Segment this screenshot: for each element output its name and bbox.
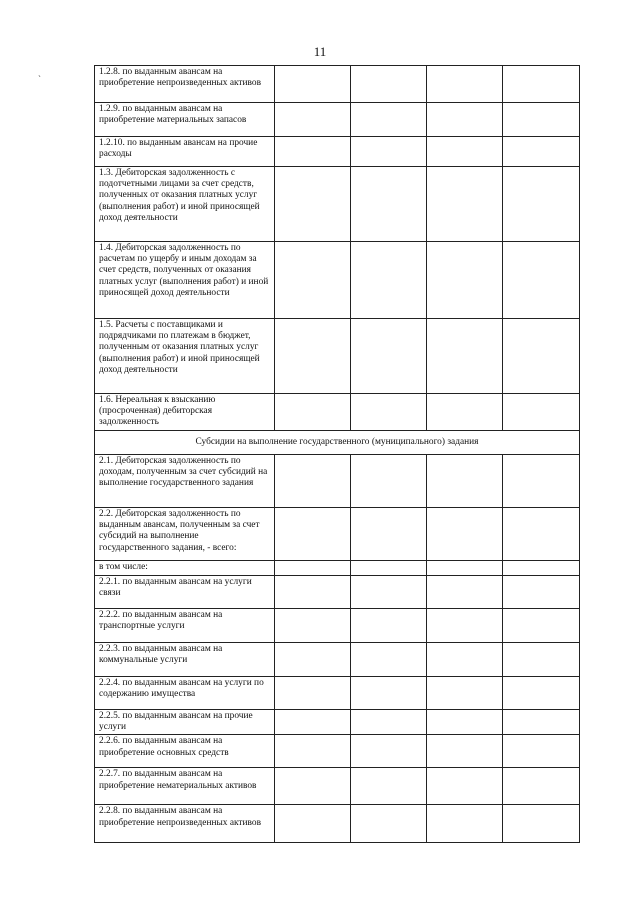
value-cell — [503, 710, 580, 735]
value-cell — [275, 561, 351, 576]
value-cell — [503, 508, 580, 561]
table-row — [95, 768, 580, 805]
value-cell — [427, 66, 503, 103]
value-cell — [275, 805, 351, 843]
value-cell — [503, 242, 580, 319]
value-cell — [351, 394, 427, 431]
row-label: 2.2.4. по выданным авансам на услуги по содержанию имущества — [95, 677, 275, 710]
table-row — [95, 710, 580, 735]
value-cell — [275, 66, 351, 103]
value-cell — [275, 609, 351, 643]
value-cell — [427, 576, 503, 609]
row-label: 2.1. Дебиторская задолженность по доходам, полученным за счет субсидий на выполнение государственного задания — [95, 455, 275, 508]
value-cell — [275, 768, 351, 805]
row-label: 2.2.3. по выданным авансам на коммунальные услуги — [95, 643, 275, 677]
row-label: 1.2.8. по выданным авансам на приобретение непроизведенных активов — [95, 66, 275, 103]
value-cell — [427, 805, 503, 843]
table-row — [95, 735, 580, 768]
value-cell — [275, 455, 351, 508]
value-cell — [351, 609, 427, 643]
row-label: 2.2.7. по выданным авансам на приобретение нематериальных активов — [95, 768, 275, 805]
value-cell — [427, 508, 503, 561]
value-cell — [351, 576, 427, 609]
value-cell — [427, 609, 503, 643]
receivables-table — [94, 65, 580, 843]
value-cell — [503, 677, 580, 710]
table-body — [95, 66, 580, 843]
value-cell — [275, 394, 351, 431]
value-cell — [351, 319, 427, 394]
value-cell — [275, 242, 351, 319]
value-cell — [351, 805, 427, 843]
page-number: 11 — [313, 44, 327, 59]
value-cell — [503, 643, 580, 677]
row-label: 1.5. Расчеты с поставщиками и подрядчиками по платежам в бюджет, полученным от оказания платных услуг (выполнения работ) и иной приносящей доход деятельности — [95, 319, 275, 394]
value-cell — [427, 455, 503, 508]
value-cell — [351, 768, 427, 805]
value-cell — [351, 242, 427, 319]
table-row — [95, 394, 580, 431]
table-row — [95, 805, 580, 843]
row-label: 1.2.10. по выданным авансам на прочие расходы — [95, 137, 275, 167]
value-cell — [503, 103, 580, 137]
value-cell — [503, 768, 580, 805]
row-label: 2.2.8. по выданным авансам на приобретение непроизведенных активов — [95, 805, 275, 843]
section-header: Субсидии на выполнение государственного (муниципального) задания — [95, 431, 580, 455]
value-cell — [503, 576, 580, 609]
table-row — [95, 319, 580, 394]
table-row — [95, 455, 580, 508]
table-row — [95, 643, 580, 677]
row-label: 2.2.6. по выданным авансам на приобретение основных средств — [95, 735, 275, 768]
row-label: 1.4. Дебиторская задолженность по расчетам по ущербу и иным доходам за счет средств, полученных от оказания платных услуг (выполнения работ) и иной приносящей доход деятельности — [95, 242, 275, 319]
scan-mark: ` — [38, 74, 41, 84]
value-cell — [351, 561, 427, 576]
row-label: 2.2.2. по выданным авансам на транспортные услуги — [95, 609, 275, 643]
value-cell — [427, 319, 503, 394]
value-cell — [427, 103, 503, 137]
value-cell — [351, 710, 427, 735]
value-cell — [275, 677, 351, 710]
value-cell — [351, 137, 427, 167]
value-cell — [351, 167, 427, 242]
table-row — [95, 137, 580, 167]
value-cell — [427, 242, 503, 319]
value-cell — [351, 735, 427, 768]
row-label: 2.2.1. по выданным авансам на услуги связи — [95, 576, 275, 609]
value-cell — [275, 735, 351, 768]
table-row — [95, 167, 580, 242]
row-label: 2.2.5. по выданным авансам на прочие услуги — [95, 710, 275, 735]
value-cell — [503, 455, 580, 508]
table-row — [95, 242, 580, 319]
value-cell — [351, 677, 427, 710]
value-cell — [503, 66, 580, 103]
value-cell — [275, 508, 351, 561]
value-cell — [427, 643, 503, 677]
table-row — [95, 66, 580, 103]
value-cell — [503, 561, 580, 576]
table-row — [95, 508, 580, 561]
row-label: 1.3. Дебиторская задолженность с подотчетными лицами за счет средств, полученных от оказания платных услуг (выполнения работ) и иной приносящей доход деятельности — [95, 167, 275, 242]
value-cell — [351, 103, 427, 137]
value-cell — [275, 167, 351, 242]
row-label: в том числе: — [95, 561, 275, 576]
value-cell — [351, 66, 427, 103]
value-cell — [351, 643, 427, 677]
value-cell — [503, 805, 580, 843]
table-row — [95, 677, 580, 710]
table-row — [95, 609, 580, 643]
value-cell — [427, 394, 503, 431]
value-cell — [275, 576, 351, 609]
value-cell — [427, 710, 503, 735]
value-cell — [503, 319, 580, 394]
value-cell — [427, 735, 503, 768]
table-row — [95, 103, 580, 137]
value-cell — [275, 319, 351, 394]
value-cell — [427, 768, 503, 805]
value-cell — [351, 508, 427, 561]
row-label: 1.6. Нереальная к взысканию (просроченная) дебиторская задолженность — [95, 394, 275, 431]
value-cell — [503, 167, 580, 242]
row-label: 2.2. Дебиторская задолженность по выданным авансам, полученным за счет субсидий на выполнение государственного задания, - всего: — [95, 508, 275, 561]
value-cell — [427, 561, 503, 576]
value-cell — [427, 167, 503, 242]
value-cell — [503, 137, 580, 167]
value-cell — [503, 394, 580, 431]
table-row — [95, 576, 580, 609]
table-row — [95, 561, 580, 576]
value-cell — [275, 710, 351, 735]
value-cell — [427, 137, 503, 167]
row-label: 1.2.9. по выданным авансам на приобретение материальных запасов — [95, 103, 275, 137]
value-cell — [275, 103, 351, 137]
value-cell — [427, 677, 503, 710]
value-cell — [275, 643, 351, 677]
value-cell — [503, 735, 580, 768]
value-cell — [351, 455, 427, 508]
value-cell — [503, 609, 580, 643]
section-row — [95, 431, 580, 455]
value-cell — [275, 137, 351, 167]
